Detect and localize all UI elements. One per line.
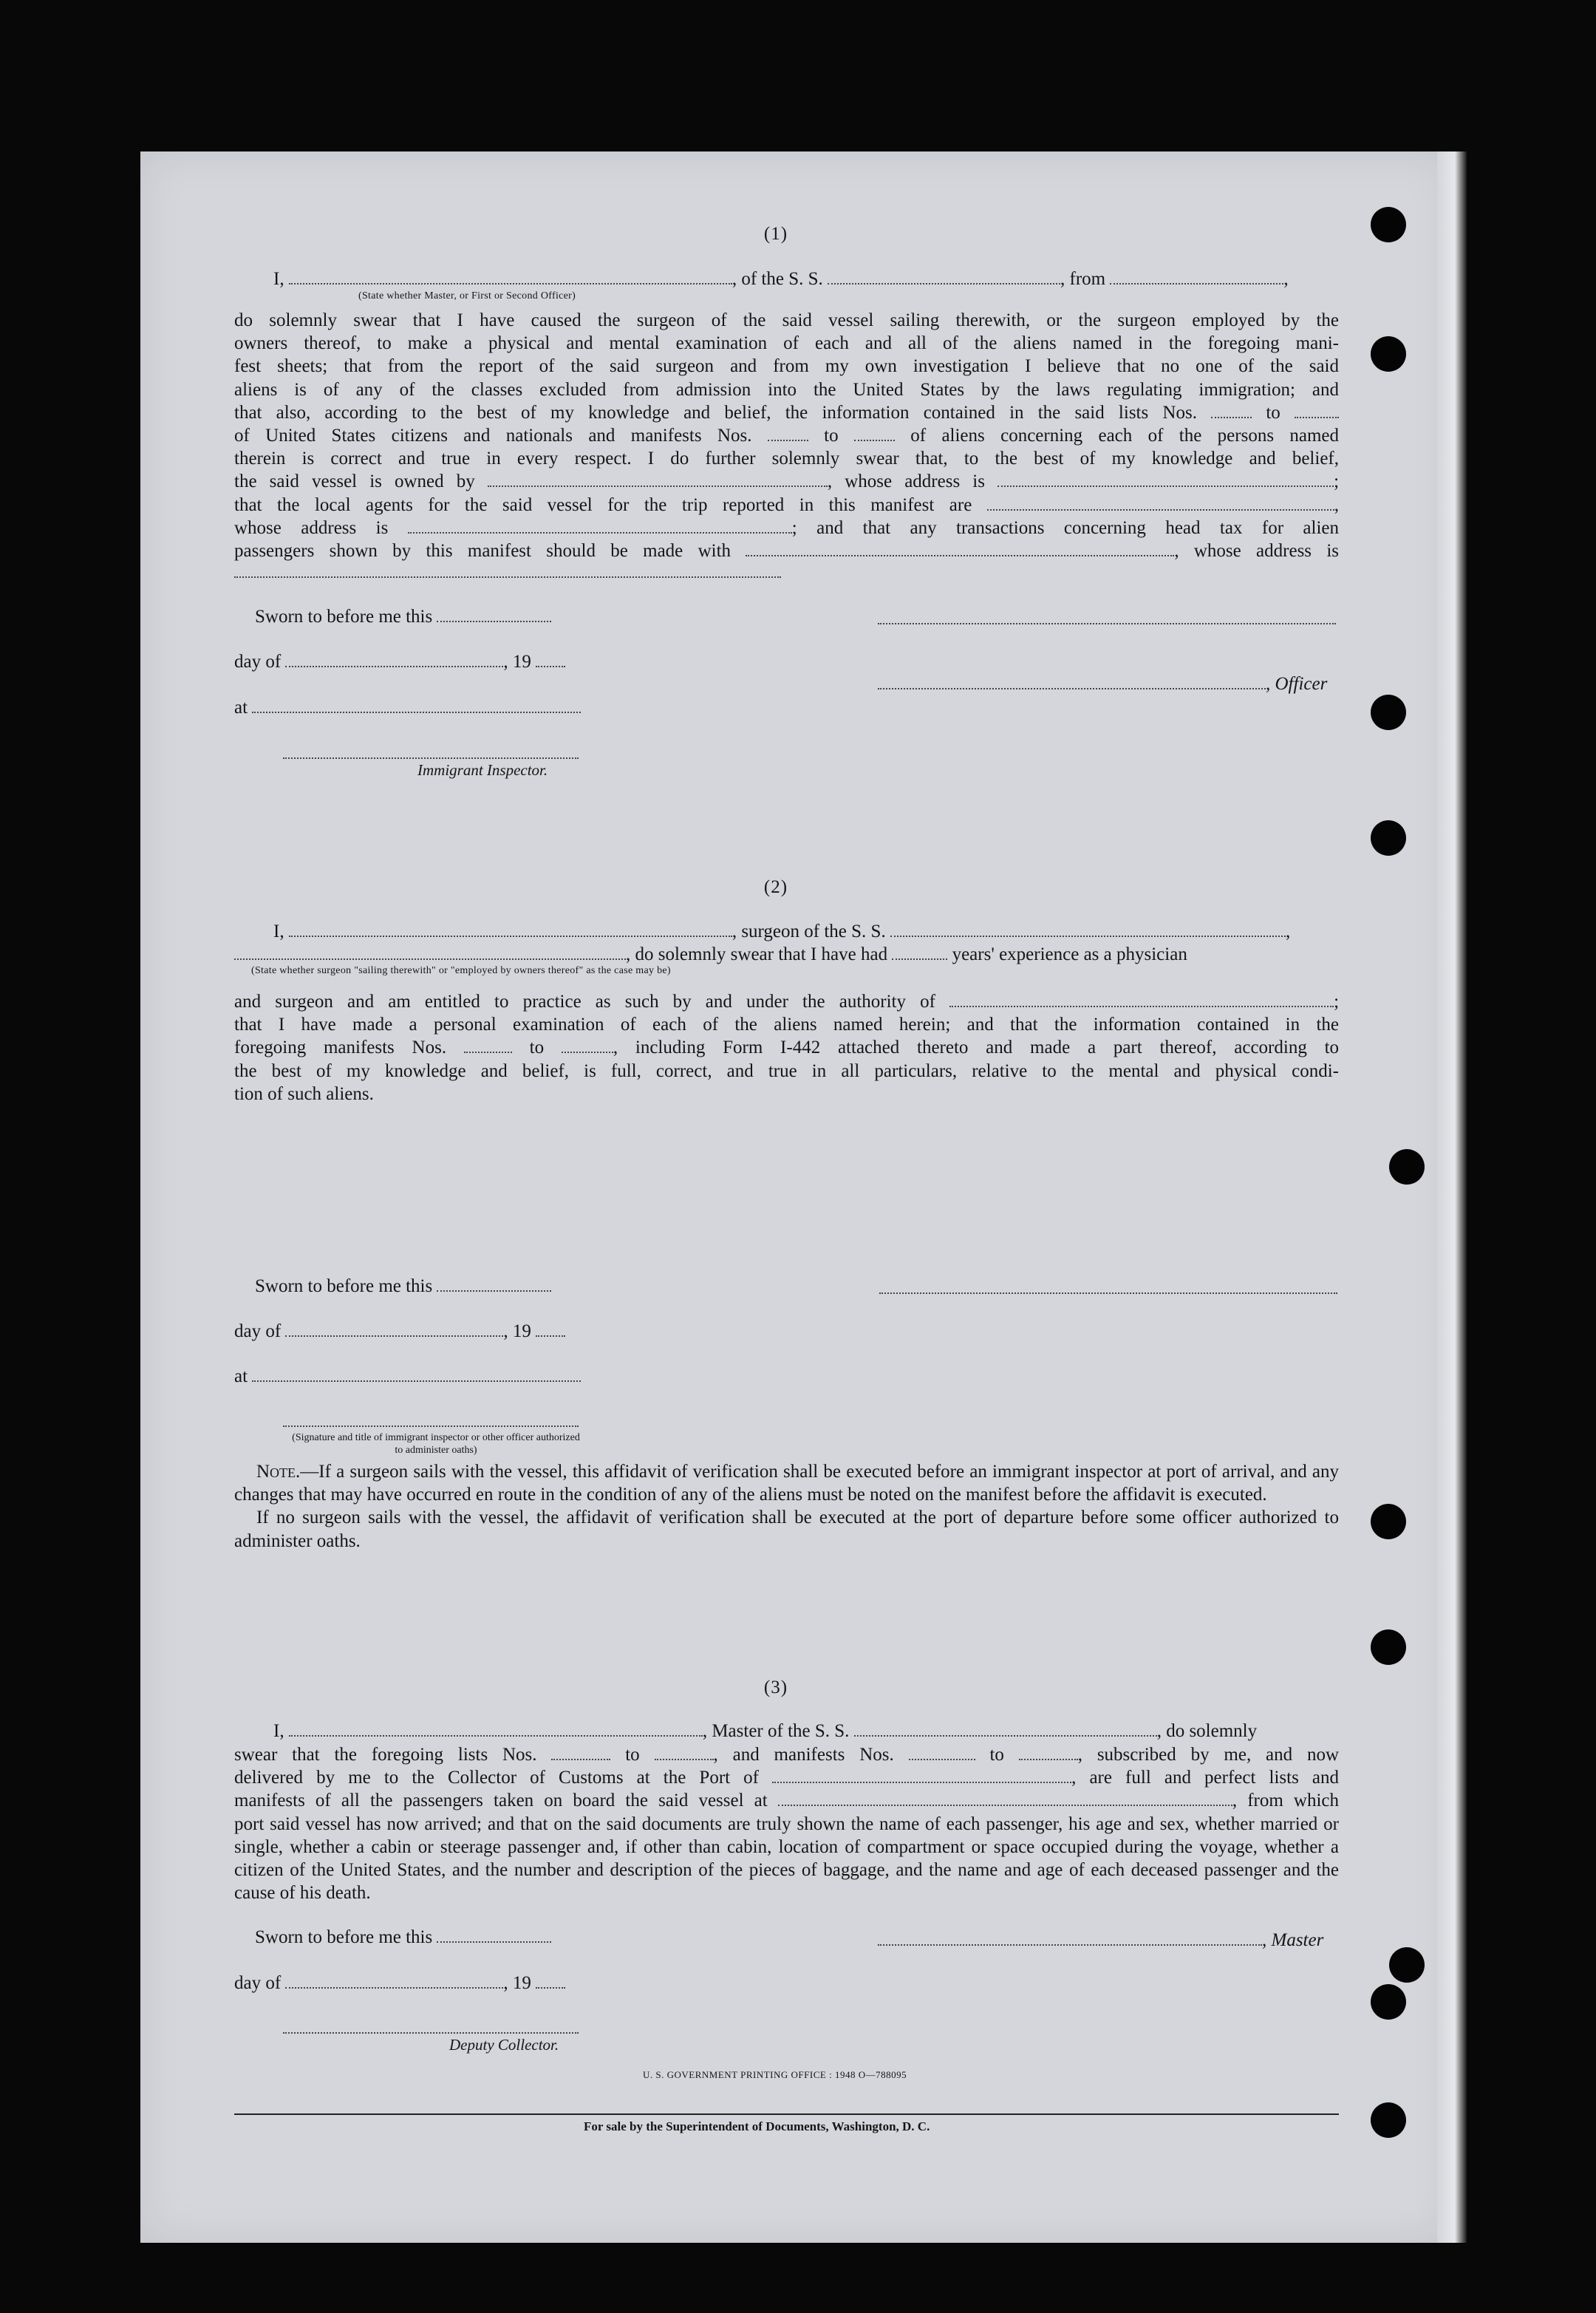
surgeon-signature-line[interactable] bbox=[879, 1291, 1337, 1294]
section-2-line-1 bbox=[273, 921, 1290, 942]
citizens-text: of United States citizens and nationals and manifests Nos. bbox=[234, 426, 752, 446]
section-2-day bbox=[234, 1321, 565, 1342]
solemnly-text: , do solemnly bbox=[1156, 1721, 1258, 1741]
manifests-to-field[interactable] bbox=[854, 425, 895, 441]
manifests-text: manifests of all the passengers taken on board the said vessel at bbox=[234, 1791, 768, 1811]
year-field[interactable] bbox=[536, 651, 565, 667]
section-3-day bbox=[234, 1972, 565, 1994]
punch-hole bbox=[1371, 695, 1406, 730]
sworn-date-field[interactable] bbox=[437, 1275, 551, 1292]
punch-hole bbox=[1371, 207, 1406, 242]
page-edge bbox=[1437, 151, 1467, 2243]
note-text-1: —If a surgeon sails with the vessel, this affidavit of verification shall be executed before an immigrant inspector at port of arrival, and any changes that may have occurred en route in the condition of any of the aliens must be noted on the manifest before the affidavit is executed. bbox=[234, 1462, 1339, 1505]
agents-address-field[interactable] bbox=[408, 517, 792, 534]
master-ship-field[interactable] bbox=[854, 1720, 1157, 1737]
year-text: , 19 bbox=[503, 1973, 531, 1993]
section-2-number: (2) bbox=[763, 877, 788, 897]
delivered-text: delivered by me to the Collector of Customs at the Port of bbox=[234, 1768, 760, 1788]
note-paragraph-1 bbox=[234, 1460, 1339, 1506]
line-end: , bbox=[1285, 922, 1291, 941]
from-which-text: , from which bbox=[1232, 1791, 1340, 1811]
section-1-officer bbox=[878, 673, 1327, 695]
section-2-paragraph bbox=[234, 990, 1339, 1106]
section-1-number: (1) bbox=[763, 224, 788, 244]
aliens-text: of aliens concerning each of the persons named bbox=[910, 426, 1340, 446]
whose-address-text: , whose address is bbox=[827, 471, 985, 492]
section-3-sworn bbox=[255, 1927, 551, 1948]
from-port-field[interactable] bbox=[1110, 268, 1283, 285]
section-3-paragraph bbox=[234, 1743, 1339, 1904]
para-line: aliens is of any of the classes excluded from admission into the United States by the laws regulating immigration; and bbox=[234, 379, 1339, 400]
para-line: fest sheets; that from the report of the said surgeon and from my own investigation I believe that no one of the said bbox=[234, 356, 1339, 377]
foregoing-text: foregoing manifests Nos. bbox=[234, 1038, 447, 1058]
address-continuation-line[interactable] bbox=[234, 575, 781, 578]
to-label: to bbox=[625, 1745, 640, 1765]
to-label: to bbox=[529, 1038, 545, 1058]
section-2-sworn bbox=[255, 1275, 551, 1297]
punch-hole bbox=[1389, 1947, 1425, 1983]
para-line-passengers bbox=[234, 539, 1339, 562]
years-text: years' experience as a physician bbox=[952, 944, 1187, 964]
authority-text: and surgeon and am entitled to practice as such by and under the authority of bbox=[234, 992, 935, 1012]
sworn-text: Sworn to before me this bbox=[255, 1927, 433, 1947]
lists-from-field[interactable] bbox=[1211, 402, 1252, 418]
owner-field[interactable] bbox=[488, 471, 828, 487]
para-line-citizens bbox=[234, 424, 1339, 447]
master-label: , Master bbox=[1262, 1930, 1324, 1950]
punch-hole bbox=[1371, 2102, 1406, 2138]
lists-to-field[interactable] bbox=[1295, 402, 1339, 418]
footer-sale-text: For sale by the Superintendent of Documents, Washington, D. C. bbox=[584, 2119, 930, 2133]
master-name-field[interactable] bbox=[289, 1720, 703, 1737]
para-line: tion of such aliens. bbox=[234, 1083, 374, 1104]
para-line: do solemnly swear that I have caused the surgeon of the said vessel sailing therewith, or the surgeon employed by the bbox=[234, 310, 1339, 330]
para-line-swear bbox=[234, 1743, 1339, 1766]
day-of-text: day of bbox=[234, 652, 282, 672]
para-line-authority bbox=[234, 990, 1339, 1013]
inspector-signature-line-2[interactable] bbox=[283, 1424, 579, 1427]
sworn-text: Sworn to before me this bbox=[255, 607, 433, 627]
punch-hole bbox=[1389, 1149, 1425, 1185]
pronoun-i: I, bbox=[273, 922, 284, 941]
pronoun-i: I, bbox=[273, 269, 284, 289]
owner-address-field[interactable] bbox=[998, 471, 1334, 487]
head-tax-party-field[interactable] bbox=[746, 540, 1174, 556]
year-field[interactable] bbox=[536, 1321, 565, 1337]
agents-field[interactable] bbox=[987, 494, 1334, 511]
to-label: to bbox=[824, 426, 839, 446]
comma: , bbox=[1334, 494, 1340, 515]
note-paragraph-2: If no surgeon sails with the vessel, the affidavit of verification shall be executed at the port of departure before some officer authorized to administer oaths. bbox=[234, 1508, 1339, 1551]
section-1-at bbox=[234, 697, 581, 718]
full-text: , are full and perfect lists and bbox=[1071, 1768, 1340, 1788]
section-1-line-1 bbox=[273, 268, 1289, 290]
sworn-date-field[interactable] bbox=[437, 606, 551, 622]
ship-name-field[interactable] bbox=[828, 268, 1060, 285]
para-line-lists bbox=[234, 401, 1339, 424]
section-1-day bbox=[234, 651, 565, 672]
day-of-text: day of bbox=[234, 1973, 282, 1993]
manifests-from-field[interactable] bbox=[909, 1744, 975, 1760]
para-line: owners thereof, to make a physical and mental examination of each and all of the aliens named in the foregoing mani- bbox=[234, 333, 1339, 354]
punch-hole bbox=[1371, 336, 1406, 372]
note-label: Note. bbox=[256, 1462, 301, 1482]
surgeon-type-field[interactable] bbox=[234, 944, 626, 960]
para-line-delivered bbox=[234, 1766, 1339, 1789]
para-line-foregoing bbox=[234, 1036, 1339, 1059]
at-text: at bbox=[234, 698, 248, 718]
of-ss-label: , of the S. S. bbox=[732, 269, 823, 289]
surgeon-hint: (State whether surgeon "sailing therewith" or "employed by owners thereof" as the case may be) bbox=[251, 965, 671, 976]
swear-text: swear that the foregoing lists Nos. bbox=[234, 1745, 537, 1765]
section-2-at bbox=[234, 1366, 581, 1387]
day-month-field[interactable] bbox=[285, 651, 503, 667]
punch-hole bbox=[1371, 1629, 1406, 1665]
officer-label: , Officer bbox=[1266, 674, 1328, 694]
lists-to-field[interactable] bbox=[655, 1744, 714, 1760]
lists-text: that also, according to the best of my knowledge and belief, the information contained in the said lists Nos. bbox=[234, 402, 1197, 423]
year-field[interactable] bbox=[536, 1972, 565, 1989]
para-line-agents bbox=[234, 494, 1339, 517]
year-text: , 19 bbox=[503, 1321, 531, 1341]
master-signature-field[interactable] bbox=[878, 1929, 1262, 1946]
note-block bbox=[234, 1460, 1339, 1553]
manifests-from-field[interactable] bbox=[768, 425, 808, 441]
swear-text: , do solemnly swear that I have had bbox=[626, 944, 888, 964]
punch-hole bbox=[1371, 820, 1406, 856]
officer-signature-line-1[interactable] bbox=[878, 621, 1336, 624]
and-manifests-text: , and manifests Nos. bbox=[713, 1745, 894, 1765]
sworn-date-field[interactable] bbox=[437, 1927, 551, 1943]
punch-hole bbox=[1371, 1984, 1406, 2020]
line-end: , bbox=[1283, 269, 1289, 289]
passengers-text: passengers shown by this manifest should be made with bbox=[234, 541, 732, 562]
day-month-field[interactable] bbox=[285, 1321, 503, 1337]
signature-hint: (Signature and title of immigrant inspector or other officer authorized to administer oaths) bbox=[292, 1432, 580, 1456]
para-body: port said vessel has now arrived; and that on the said documents are truly shown the name of each passenger, his age and sex, whether married or single, whether a cabin or steerage passenger and, if other than cabin, location of compartment or space occupied during the voyage, whether a citizen of the United States, and the number and description of the pieces of baggage, and the name and age of each deceased passenger and the cause of his death. bbox=[234, 1813, 1339, 1904]
whose-address-text: , whose address is bbox=[1174, 541, 1339, 562]
agents-text: that the local agents for the said vessel for the trip reported in this manifest are bbox=[234, 494, 972, 515]
para-line-manifests bbox=[234, 1789, 1339, 1812]
para-line: therein is correct and true in every respect. I do further solemnly swear that, to the best of my knowledge and belief, bbox=[234, 449, 1339, 469]
semicolon: ; bbox=[1334, 471, 1340, 492]
section-1-sworn bbox=[255, 606, 551, 627]
deputy-label: Deputy Collector. bbox=[449, 2036, 559, 2054]
to-label: to bbox=[989, 1745, 1004, 1765]
manifest-from-field[interactable] bbox=[464, 1037, 512, 1053]
year-text: , 19 bbox=[503, 652, 531, 672]
form-page bbox=[140, 151, 1452, 2243]
owned-by-text: the said vessel is owned by bbox=[234, 471, 475, 492]
footer-rule bbox=[234, 2113, 1339, 2115]
at-place-field[interactable] bbox=[252, 1366, 581, 1382]
at-place-field[interactable] bbox=[252, 697, 581, 713]
subscribed-text: , subscribed by me, and now bbox=[1077, 1745, 1340, 1765]
day-month-field[interactable] bbox=[285, 1972, 503, 1989]
including-text: , including Form I-442 attached thereto and made a part thereof, according to bbox=[613, 1038, 1340, 1058]
manifest-to-field[interactable] bbox=[562, 1037, 613, 1053]
boarding-port-field[interactable] bbox=[778, 1790, 1232, 1806]
section-3-number: (3) bbox=[763, 1677, 788, 1697]
authority-field[interactable] bbox=[949, 991, 1334, 1007]
master-title-field[interactable] bbox=[289, 268, 732, 285]
punch-hole bbox=[1371, 1504, 1406, 1539]
inspector-label: Immigrant Inspector. bbox=[417, 761, 548, 779]
gpo-imprint: U. S. GOVERNMENT PRINTING OFFICE : 1948 O—788095 bbox=[643, 2069, 907, 2080]
master-hint: (State whether Master, or First or Second Officer) bbox=[358, 290, 576, 302]
surgeon-ship-field[interactable] bbox=[890, 921, 1286, 937]
para-line: the best of my knowledge and belief, is full, correct, and true in all particulars, relative to the mental and physical condi- bbox=[234, 1060, 1339, 1081]
manifests-to-field[interactable] bbox=[1019, 1744, 1078, 1760]
section-1-paragraph bbox=[234, 309, 1339, 562]
master-of-text: , Master of the S. S. bbox=[702, 1721, 850, 1741]
deputy-signature-line[interactable] bbox=[283, 2031, 579, 2034]
whose-address-text: whose address is bbox=[234, 517, 389, 538]
para-line-address2 bbox=[234, 517, 1339, 539]
day-of-text: day of bbox=[234, 1321, 282, 1341]
at-text: at bbox=[234, 1366, 248, 1386]
surgeon-name-field[interactable] bbox=[289, 921, 732, 937]
inspector-signature-line[interactable] bbox=[283, 756, 579, 759]
para-line: that I have made a personal examination of each of the aliens named herein; and that the information contained in the bbox=[234, 1015, 1339, 1035]
port-field[interactable] bbox=[772, 1767, 1071, 1783]
section-2-line-2 bbox=[234, 944, 1187, 965]
surgeon-of-text: , surgeon of the S. S. bbox=[732, 922, 886, 941]
to-label: to bbox=[1266, 402, 1280, 423]
pronoun-i: I, bbox=[273, 1721, 284, 1741]
lists-from-field[interactable] bbox=[551, 1744, 610, 1760]
head-tax-text: ; and that any transactions concerning head tax for alien bbox=[791, 517, 1340, 538]
from-label: , from bbox=[1060, 269, 1106, 289]
section-3-line-1 bbox=[273, 1720, 1257, 1742]
officer-signature-field[interactable] bbox=[878, 673, 1266, 689]
years-field[interactable] bbox=[892, 944, 947, 960]
semicolon: ; bbox=[1334, 992, 1340, 1012]
sworn-text: Sworn to before me this bbox=[255, 1276, 433, 1296]
section-3-master bbox=[878, 1929, 1323, 1951]
para-line-owned bbox=[234, 470, 1339, 493]
